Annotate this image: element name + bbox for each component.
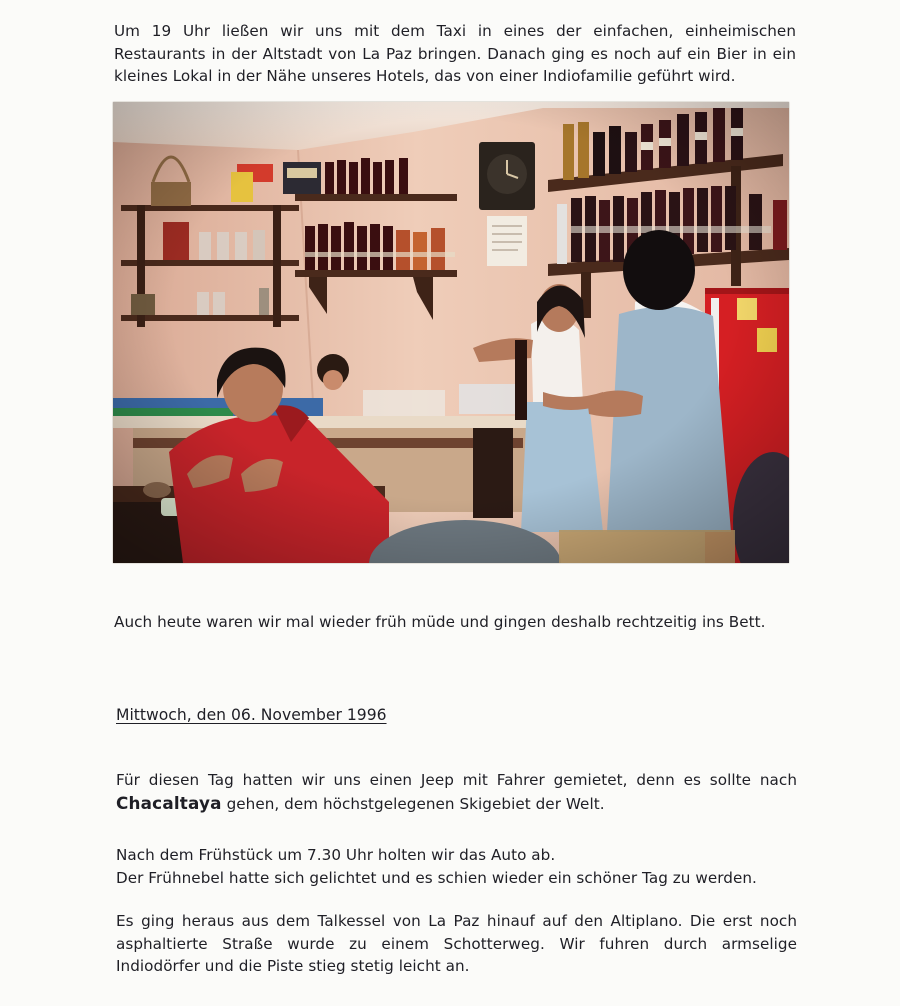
day-paragraph-1 [116, 769, 797, 815]
after-photo-paragraph: Auch heute waren wir mal wieder früh müde und gingen deshalb rechtzeitig ins Bett. [114, 613, 766, 631]
day-paragraph-1-end: gehen, dem höchstgelegenen Skigebiet der Welt. [221, 794, 605, 813]
day-paragraph-2-line-2: Der Frühnebel hatte sich gelichtet und es schien wieder ein schöner Tag zu werden. [116, 868, 757, 887]
day-paragraph-2-line-1: Nach dem Frühstück um 7.30 Uhr holten wir das Auto ab. [116, 846, 556, 864]
day-paragraph-2 [116, 844, 797, 889]
day-paragraph-3: Es ging heraus aus dem Talkessel von La Paz hinauf auf den Altiplano. Die erst noch asphaltierte Straße wurde zu einem Schotterweg. Wir fuhren durch armselige Indiodörfer und die Piste stieg stetig leicht an. [116, 912, 797, 975]
restaurant-photo [113, 102, 789, 563]
date-heading: Mittwoch, den 06. November 1996 [116, 706, 387, 724]
place-name: Chacaltaya [116, 792, 222, 813]
intro-paragraph: Um 19 Uhr ließen wir uns mit dem Taxi in eines der einfachen, einheimischen Restaurants in der Altstadt von La Paz bringen. Danach ging es noch auf ein Bier in ein kleines Lokal in der Nähe unseres Hotels, das von einer Indiofamilie geführt wird. [114, 22, 796, 85]
day-paragraph-1-start: Für diesen Tag hatten wir uns einen Jeep mit Fahrer gemietet, denn es sollte nach [116, 771, 797, 789]
